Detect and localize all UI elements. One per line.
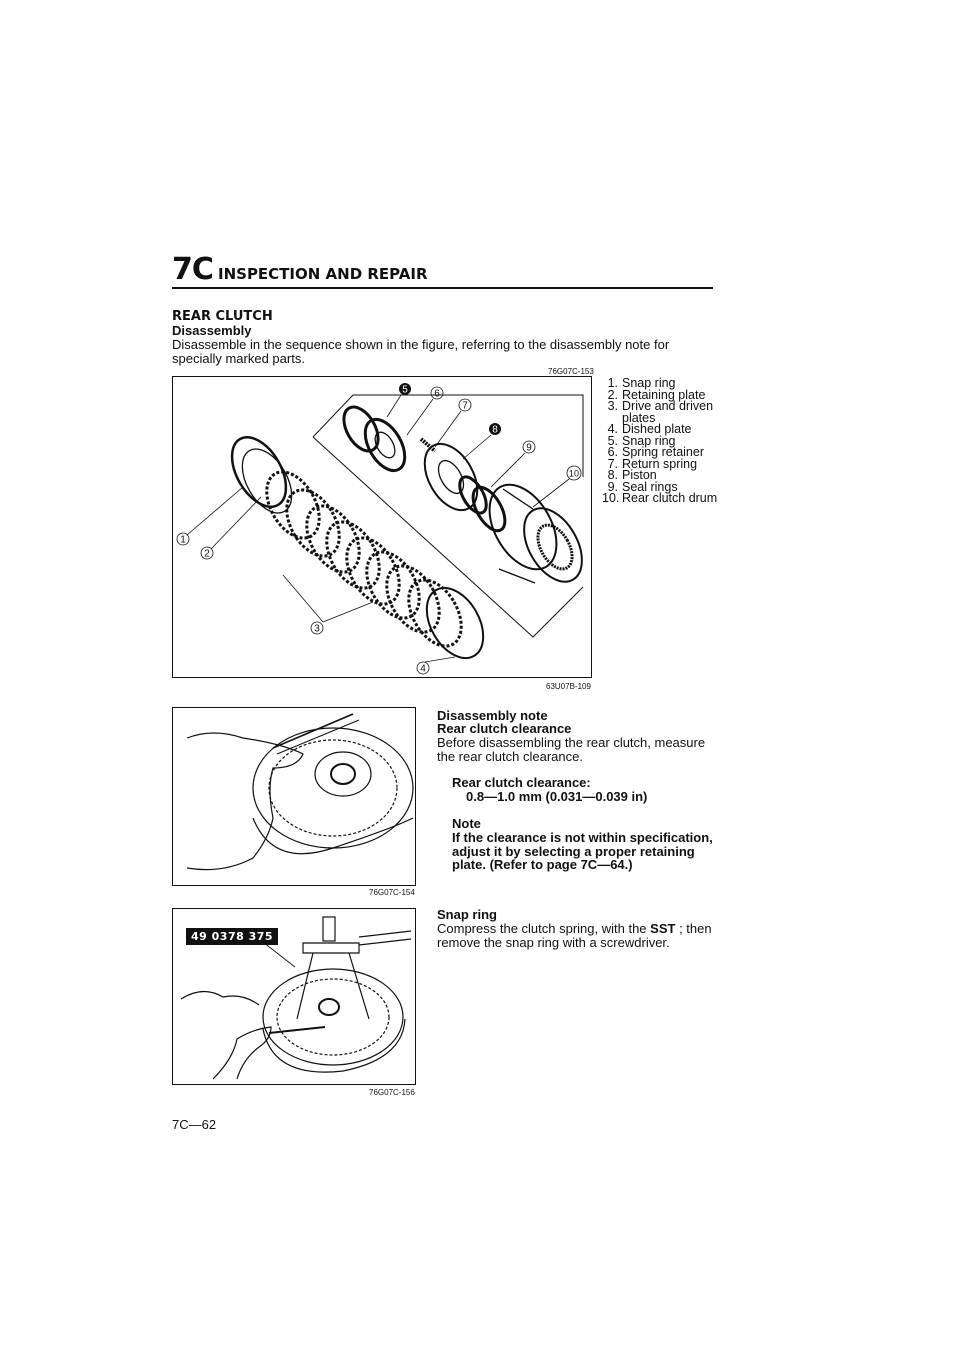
snap-ring-instructions: Compress the clutch spring, with the SST ; then remove the snap ring with a screwdriver. — [437, 921, 712, 950]
note-text: If the clearance is not within specification, adjust it by selecting a proper retaining plate. (Refer to page 7C—64.) — [452, 830, 713, 872]
list-item: 8. Piston — [607, 468, 657, 482]
list-item: 4. Dished plate — [607, 422, 692, 436]
exploded-view-drawing — [173, 377, 590, 676]
callout-9: 9 — [526, 442, 532, 454]
spec-value: 0.8—1.0 mm (0.031—0.039 in) — [466, 789, 648, 804]
note-body: Before disassembling the rear clutch, measure the rear clutch clearance. — [437, 735, 706, 764]
figure1-code-top: 76G07C-153 — [548, 367, 594, 376]
callout-1: 1 — [180, 534, 186, 546]
figure2-code: 76G07C-154 — [369, 888, 415, 897]
figure3-code: 76G07C-156 — [369, 1088, 415, 1097]
callout-8: 8 — [492, 424, 498, 436]
snap-ring-heading: Snap ring — [437, 907, 497, 922]
list-item: 9. Seal rings — [607, 479, 678, 494]
note-label: Note — [452, 816, 481, 831]
section-subtitle: Disassembly — [172, 323, 252, 338]
sst-number-label: 49 0378 375 — [186, 928, 278, 945]
callout-3: 3 — [314, 623, 320, 635]
callout-6: 6 — [434, 388, 440, 400]
callout-7: 7 — [462, 400, 468, 412]
header-rule — [172, 287, 713, 289]
section-code: 7C — [172, 252, 213, 287]
list-item: 6. Spring retainer — [607, 445, 704, 459]
callout-10: 10 — [568, 468, 580, 479]
clearance-measure-figure — [172, 707, 416, 886]
clearance-measure-drawing — [173, 708, 414, 884]
callout-4: 4 — [420, 663, 426, 675]
section-title: REAR CLUTCH — [172, 309, 273, 324]
note-heading: Disassembly note — [437, 708, 548, 723]
list-item: 7. Return spring — [607, 456, 698, 471]
note-subheading: Rear clutch clearance — [437, 721, 572, 736]
page-number: 7C—62 — [172, 1117, 217, 1132]
section-intro: Disassemble in the sequence shown in the figure, referring to the disassembly note for specially marked parts. — [172, 337, 670, 366]
callout-5: 5 — [402, 384, 408, 396]
list-item: 10. Rear clutch drum — [602, 491, 718, 505]
parts-list — [602, 378, 732, 505]
spec-label: Rear clutch clearance: — [452, 775, 591, 790]
list-item: 5. Snap ring — [607, 433, 676, 448]
list-item: 2. Retaining plate — [607, 387, 706, 402]
exploded-view-figure — [172, 376, 592, 678]
page-heading: INSPECTION AND REPAIR — [218, 265, 428, 283]
figure1-code-bottom: 63U07B-109 — [546, 682, 591, 691]
callout-2: 2 — [204, 548, 210, 560]
list-item: 1. Snap ring — [607, 376, 676, 390]
list-item: 3. Drive and driven plates — [607, 399, 714, 425]
